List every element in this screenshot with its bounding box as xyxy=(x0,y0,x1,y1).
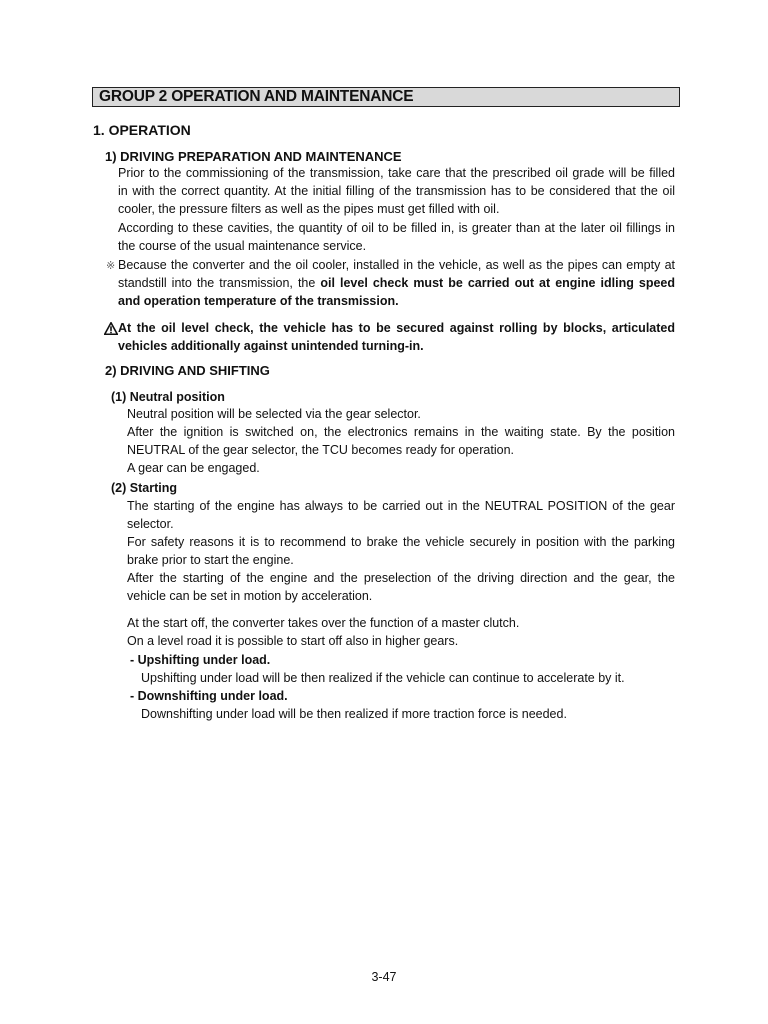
text-line: At the start off, the converter takes over the function of a master clutch. xyxy=(127,616,520,630)
warning-triangle-icon xyxy=(104,322,118,335)
text-line: Because the converter and the oil cooler, installed in the vehicle, as well as the pipes can empty at xyxy=(118,258,675,272)
neutral-position-title: (1) Neutral position xyxy=(111,390,225,404)
text-line: According to these cavities, the quantity of oil to be filled in, is greater than at the later oil fillings in xyxy=(118,221,675,235)
downshifting-title: - Downshifting under load. xyxy=(130,689,288,703)
paragraph-commissioning xyxy=(118,164,675,218)
text-line: NEUTRAL of the gear selector, the TCU becomes ready for operation. xyxy=(127,443,514,457)
note-plain-text: standstill into the transmission, the xyxy=(118,276,321,290)
upshifting-text: Upshifting under load will be then realized if the vehicle can continue to accelerate by it. xyxy=(141,671,625,685)
paragraph-starting xyxy=(127,497,675,605)
text-line: Neutral position will be selected via the gear selector. xyxy=(127,407,421,421)
page-number: 3-47 xyxy=(371,970,397,984)
upshifting-title: - Upshifting under load. xyxy=(130,653,271,667)
text-line xyxy=(118,274,675,292)
text-line: After the ignition is switched on, the electronics remains in the waiting state. By the position xyxy=(127,425,675,439)
text-line: the course of the usual maintenance service. xyxy=(118,239,367,253)
text-line: selector. xyxy=(127,517,174,531)
text-line: The starting of the engine has always to be carried out in the NEUTRAL POSITION of the gear xyxy=(127,499,675,513)
section-title: 1. OPERATION xyxy=(93,122,191,138)
paragraph-neutral xyxy=(127,405,675,477)
paragraph-cavities xyxy=(118,219,675,255)
text-line-bold: and operation temperature of the transmission. xyxy=(118,294,399,308)
text-line: After the starting of the engine and the preselection of the driving direction and the gear, the xyxy=(127,571,675,585)
note-bold-text: oil level check must be carried out at engine idling speed xyxy=(320,276,676,290)
text-line: vehicle can be set in motion by acceleration. xyxy=(127,589,373,603)
starting-title: (2) Starting xyxy=(111,481,177,495)
text-line: A gear can be engaged. xyxy=(127,461,260,475)
text-line: vehicles additionally against unintended turning-in. xyxy=(118,339,424,353)
paragraph-note xyxy=(118,256,675,310)
reference-mark-icon: ※ xyxy=(106,260,116,272)
warning-text xyxy=(118,319,675,355)
text-line: Prior to the commissioning of the transmission, take care that the prescribed oil grade will be filled xyxy=(118,166,675,180)
subsection-title-driving-preparation: 1) DRIVING PREPARATION AND MAINTENANCE xyxy=(105,149,402,164)
text-line: On a level road it is possible to start off also in higher gears. xyxy=(127,634,459,648)
group-title: GROUP 2 OPERATION AND MAINTENANCE xyxy=(92,87,680,107)
text-line: cooler, the pressure filters as well as the pipes must get filled with oil. xyxy=(118,202,500,216)
text-line: For safety reasons it is to recommend to brake the vehicle securely in position with the parking xyxy=(127,535,675,549)
subsection-title-driving-shifting: 2) DRIVING AND SHIFTING xyxy=(105,363,270,378)
text-line: in with the correct quantity. At the initial filling of the transmission has to be considered that the oil xyxy=(118,184,675,198)
downshifting-text: Downshifting under load will be then realized if more traction force is needed. xyxy=(141,707,567,721)
text-line: brake prior to start the engine. xyxy=(127,553,294,567)
text-line: At the oil level check, the vehicle has to be secured against rolling by blocks, articulated xyxy=(118,321,675,335)
